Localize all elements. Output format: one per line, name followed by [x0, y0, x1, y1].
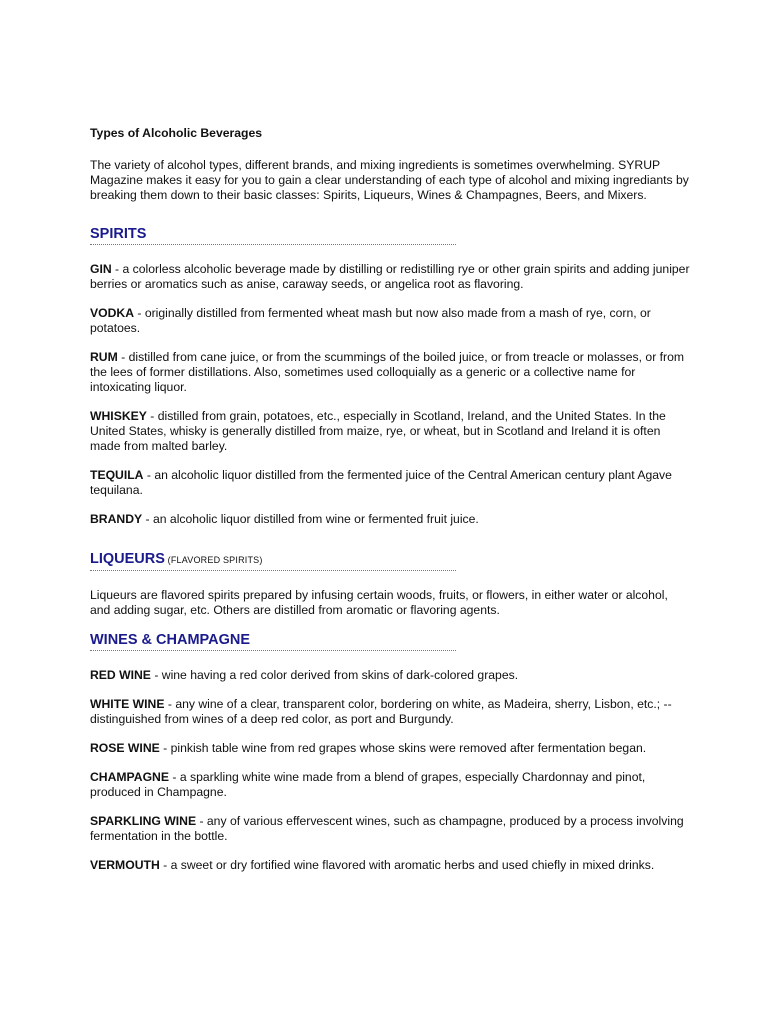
entry-text: - wine having a red color derived from skins of dark-colored grapes. [150, 668, 519, 682]
entry-red-wine [90, 668, 690, 683]
entry-term: ROSE WINE [90, 741, 160, 755]
intro-paragraph: The variety of alcohol types, different brands, and mixing ingredients is sometimes overwhelming. SYRUP Magazine makes it easy for you to gain a clear understanding of each type of alcohol and mixing ingrediants by breaking them down to their basic classes: Spirits, Liqueurs, Wines & Champagnes, Beers, and Mixers. [90, 158, 689, 202]
section-heading-liqueurs [90, 550, 456, 571]
entry-vermouth [90, 858, 690, 873]
entry-text: - a sparkling white wine made from a blend of grapes, especially Chardonnay and pinot, produced in Champagne. [90, 770, 646, 799]
section-heading-spirits [90, 225, 456, 245]
wines-heading-text: WINES & CHAMPAGNE [90, 632, 251, 648]
entry-text: - any of various effervescent wines, such as champagne, produced by a process involving fermentation in the bottle. [90, 814, 684, 843]
liqueurs-paragraph: Liqueurs are flavored spirits prepared by infusing certain woods, fruits, or flowers, in either water or alcohol, and adding sugar, etc. Others are distilled from aromatic or flavoring agents. [90, 588, 668, 617]
entry-rum [90, 350, 690, 395]
entry-term: VERMOUTH [90, 858, 160, 872]
entry-white-wine [90, 697, 690, 727]
entry-champagne [90, 770, 690, 800]
entry-term: GIN [90, 262, 112, 276]
entry-text: - distilled from cane juice, or from the scummings of the boiled juice, or from treacle or molasses, or from the lees of former distillations. Also, sometimes used colloquially as a generic or a collective name for intoxicating liquor. [90, 350, 685, 394]
entry-text: - a colorless alcoholic beverage made by distilling or redistilling rye or other grain spirits and adding juniper berries or aromatics such as anise, caraway seeds, or angelica root as flavoring. [90, 262, 690, 291]
entry-rose-wine [90, 741, 690, 756]
entry-vodka [90, 306, 690, 336]
section-heading-wines [90, 631, 456, 651]
document-title: Types of Alcoholic Beverages [90, 126, 263, 140]
spirits-heading-text: SPIRITS [90, 226, 147, 242]
liqueurs-heading-text: LIQUEURS [90, 551, 165, 567]
entry-term: SPARKLING WINE [90, 814, 197, 828]
entry-tequila [90, 468, 690, 498]
entry-brandy [90, 512, 690, 527]
entry-term: TEQUILA [90, 468, 144, 482]
entry-term: BRANDY [90, 512, 143, 526]
entry-text: - an alcoholic liquor distilled from the fermented juice of the Central American century plant Agave tequilana. [90, 468, 672, 497]
document-page [90, 126, 690, 873]
liqueurs-heading-note: (FLAVORED SPIRITS) [164, 555, 263, 565]
entry-sparkling-wine [90, 814, 690, 844]
entry-text: - distilled from grain, potatoes, etc., especially in Scotland, Ireland, and the United States. In the United States, whisky is generally distilled from maize, rye, or wheat, but in Scotland and Ireland it is often made from malted barley. [90, 409, 666, 453]
entry-term: RED WINE [90, 668, 151, 682]
entry-text: - originally distilled from fermented wheat mash but now also made from a mash of rye, corn, or potatoes. [90, 306, 651, 335]
entry-text: - any wine of a clear, transparent color, bordering on white, as Madeira, sherry, Lisbon, etc.; -- distinguished from wines of a deep red color, as port and Burgundy. [90, 697, 672, 726]
entry-gin [90, 262, 690, 292]
entry-term: RUM [90, 350, 118, 364]
entry-term: WHISKEY [90, 409, 147, 423]
entry-whiskey [90, 409, 690, 454]
entry-text: - pinkish table wine from red grapes whose skins were removed after fermentation began. [159, 741, 647, 755]
entry-term: WHITE WINE [90, 697, 165, 711]
entry-text: - a sweet or dry fortified wine flavored with aromatic herbs and used chiefly in mixed drinks. [159, 858, 655, 872]
entry-text: - an alcoholic liquor distilled from wine or fermented fruit juice. [142, 512, 479, 526]
entry-term: CHAMPAGNE [90, 770, 169, 784]
entry-term: VODKA [90, 306, 135, 320]
